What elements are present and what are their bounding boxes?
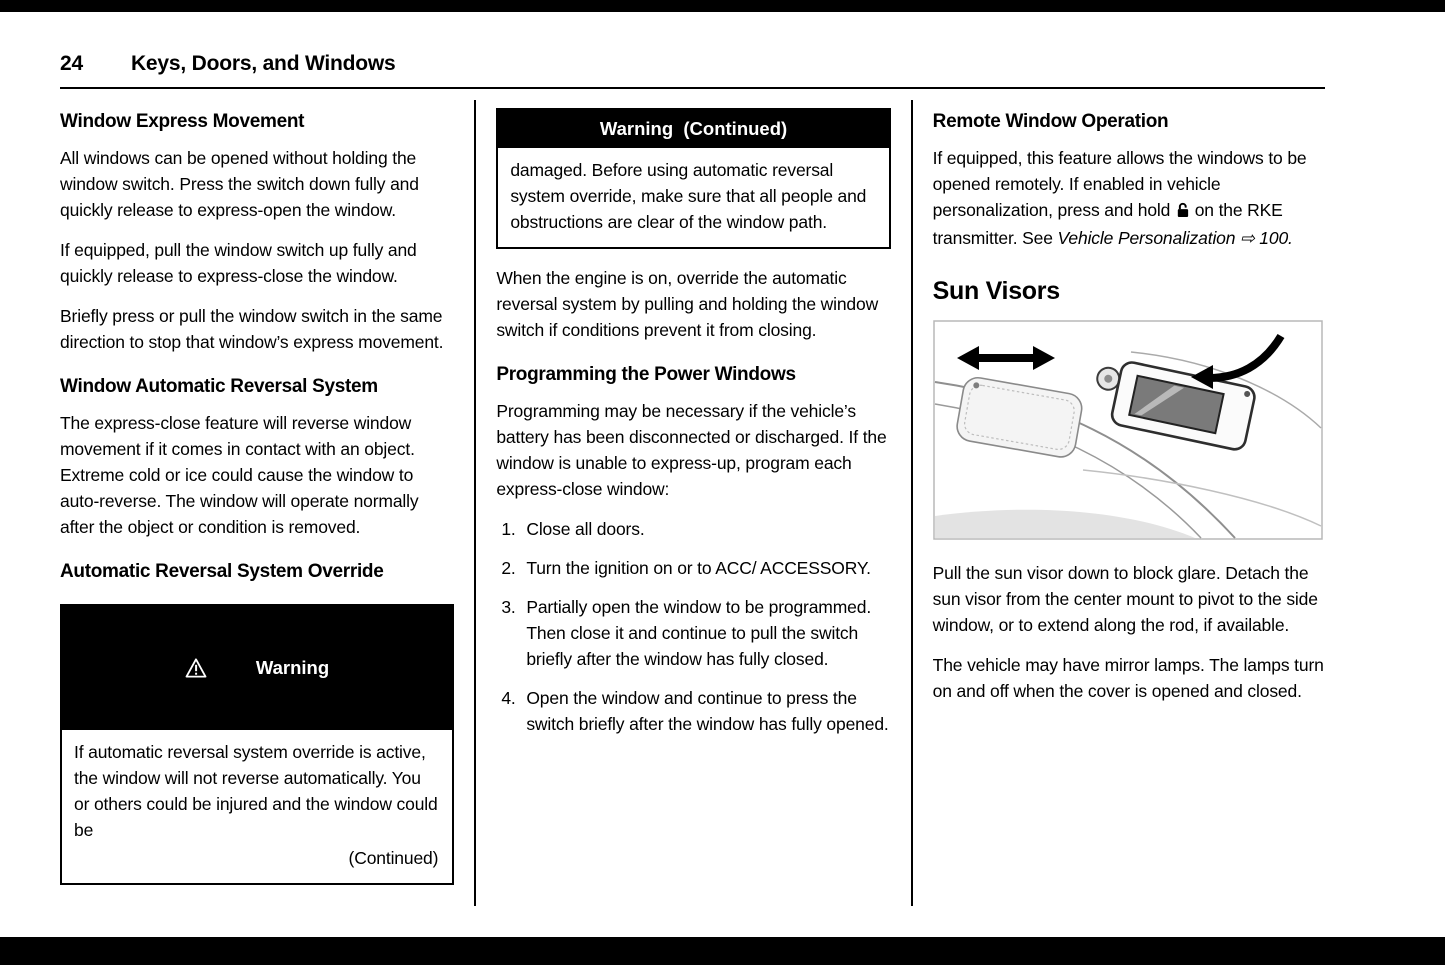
page-number: 24	[60, 52, 83, 75]
paragraph-remote-window	[933, 145, 1327, 251]
heading-window-express-movement: Window Express Movement	[60, 111, 305, 132]
step-text: Turn the ignition on or to ACC/ ACCESSORY.	[526, 558, 871, 578]
cross-reference-title: Vehicle Personalization	[1057, 228, 1236, 248]
continued-label: (Continued)	[348, 848, 439, 868]
warning-triangle-icon	[185, 614, 247, 722]
warning-text: If automatic reversal system override is active, the window will not reverse automatically. You or others could be injured and the window could be	[74, 742, 438, 840]
paragraph-programming-intro: Programming may be necessary if the vehicle’s battery has been disconnected or discharged. If the window is unable to express-up, program each express-close window:	[496, 401, 887, 499]
step-item	[496, 555, 890, 581]
heading-remote-window-operation: Remote Window Operation	[932, 111, 1169, 132]
step-number: 1.	[501, 519, 516, 539]
programming-steps	[496, 516, 890, 737]
sun-visor-illustration	[933, 320, 1323, 540]
warning-box-body	[62, 730, 452, 883]
step-text: Close all doors.	[526, 519, 645, 539]
cross-reference-page: ⇨ 100.	[1240, 228, 1293, 248]
step-number: 2.	[501, 558, 516, 578]
remote-text-part1: If equipped, this feature allows the windows to be opened remotely. If enabled in vehicle personalization, press and hold	[932, 148, 1307, 220]
column-divider	[911, 100, 913, 906]
warning-title: Warning	[255, 657, 330, 678]
step-item	[496, 685, 890, 737]
warning-box-body	[498, 148, 888, 247]
column-divider	[474, 100, 476, 906]
bottom-edge-bar	[0, 937, 1445, 965]
heading-sun-visors: Sun Visors	[932, 277, 1060, 305]
warning-box-header	[498, 110, 888, 148]
paragraph-visor-use: Pull the sun visor down to block glare. Detach the sun visor from the center mount to pivot to the side window, or to extend along the rod, if available.	[932, 563, 1318, 635]
top-edge-bar	[0, 0, 1445, 12]
column-1	[60, 96, 454, 901]
heading-programming-power-windows: Programming the Power Windows	[496, 364, 796, 385]
chapter-title: Keys, Doors, and Windows	[130, 52, 396, 75]
page-header	[60, 52, 1325, 89]
paragraph-express-open: All windows can be opened without holding the window switch. Press the switch down fully and quickly release to express-open the window.	[60, 148, 419, 220]
step-text: Open the window and continue to press the switch briefly after the window has fully opened.	[526, 688, 889, 734]
step-number: 3.	[501, 597, 516, 617]
heading-reversal-override: Automatic Reversal System Override	[60, 561, 384, 582]
unlock-icon	[1175, 199, 1190, 225]
step-item	[496, 594, 890, 672]
column-2	[496, 96, 890, 750]
paragraph-auto-reversal: The express-close feature will reverse window movement if it comes in contact with an object. Extreme cold or ice could cause the window to auto-reverse. The window will operate normally after the object or condition is removed.	[60, 413, 419, 537]
warning-box-continued	[496, 108, 890, 249]
step-item	[496, 516, 890, 542]
remote-text-part2: on the RKE transmitter. See	[932, 200, 1283, 248]
heading-auto-reversal-system: Window Automatic Reversal System	[60, 376, 378, 397]
paragraph-override-use: When the engine is on, override the automatic reversal system by pulling and holding the window switch if conditions prevent it from closing.	[496, 268, 879, 340]
step-text: Partially open the window to be programmed. Then close it and continue to pull the switch briefly after the window has fully closed.	[526, 597, 872, 669]
content-columns	[60, 96, 1327, 906]
warning-box-header	[62, 606, 452, 730]
step-number: 4.	[501, 688, 516, 708]
column-3	[933, 96, 1327, 718]
paragraph-mirror-lamps: The vehicle may have mirror lamps. The lamps turn on and off when the cover is opened and closed.	[932, 655, 1324, 701]
sun-visor-figure	[933, 320, 1327, 540]
warning-box-override	[60, 604, 454, 885]
warning-text: damaged. Before using automatic reversal system override, make sure that all people and obstructions are clear of the window path.	[510, 160, 867, 232]
paragraph-express-close: If equipped, pull the window switch up fully and quickly release to express-close the window.	[60, 240, 417, 286]
paragraph-stop-express: Briefly press or pull the window switch in the same direction to stop that window’s express movement.	[60, 306, 444, 352]
warning-title: Warning (Continued)	[599, 118, 788, 139]
